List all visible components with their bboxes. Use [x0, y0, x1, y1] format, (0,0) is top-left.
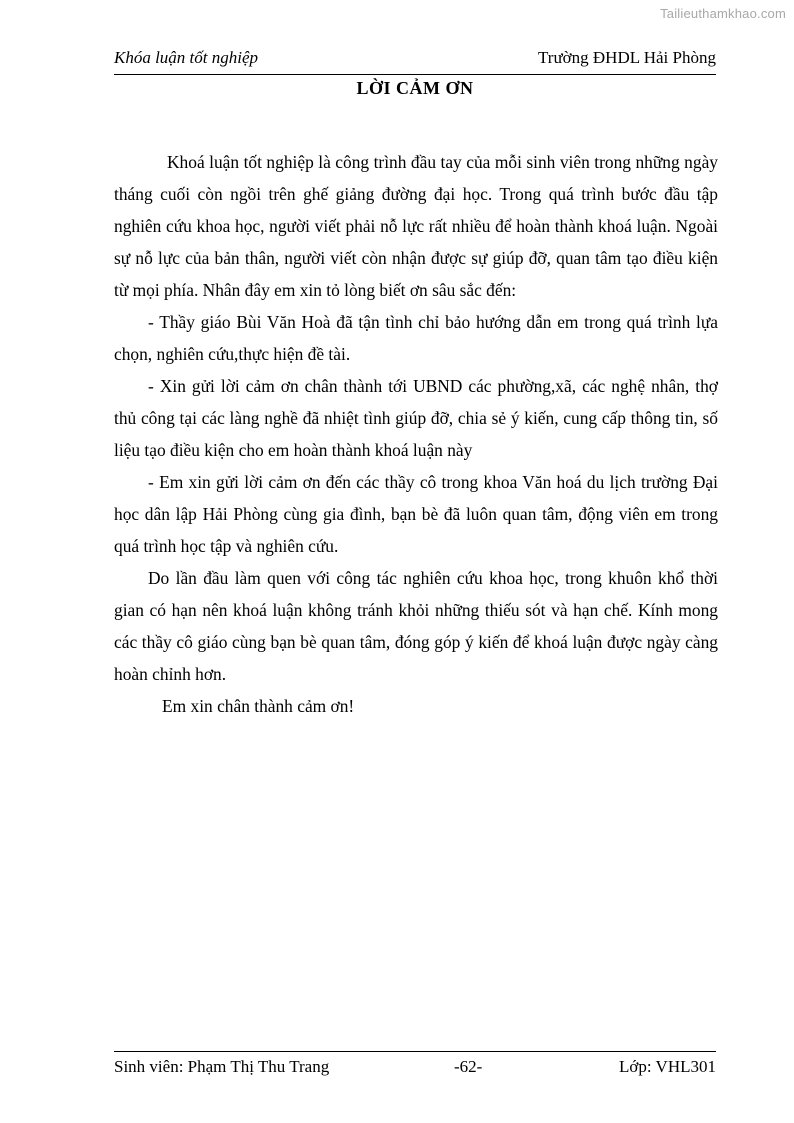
page-title: LỜI CẢM ƠN: [356, 78, 474, 98]
paragraph-closing: Em xin chân thành cảm ơn!: [162, 696, 355, 716]
document-body: [114, 146, 718, 722]
paragraph-intro: Khoá luận tốt nghiệp là công trình đầu tay của mỗi sinh viên trong những ngày tháng cuối còn ngồi trên ghế giảng đường đại học. Trong quá trình bước đầu tập nghiên cứu khoa học, người viết phải nỗ lực rất nhiều để hoàn thành khoá luận. Ngoài sự nỗ lực của bản thân, người viết còn nhận được sự giúp đỡ, quan tâm tạo điều kiện từ mọi phía. Nhân đây em xin tỏ lòng biết ơn sâu sắc đến:: [114, 152, 718, 300]
footer-page-number: -62-: [454, 1057, 483, 1076]
footer-student-name: Sinh viên: Phạm Thị Thu Trang: [114, 1057, 330, 1076]
paragraph-thanks-faculty: - Em xin gửi lời cảm ơn đến các thầy cô trong khoa Văn hoá du lịch trường Đại học dân lập Hải Phòng cùng gia đình, bạn bè đã luôn quan tâm, động viên em trong quá trình học tập và nghiên cứu.: [114, 472, 718, 556]
paragraph-thanks-advisor: - Thầy giáo Bùi Văn Hoà đã tận tình chỉ bảo hướng dẫn em trong quá trình lựa chọn, nghiên cứu,thực hiện đề tài.: [114, 312, 718, 364]
header-thesis-label: Khóa luận tốt nghiệp: [114, 48, 259, 67]
paragraph-thanks-artisans: - Xin gửi lời cảm ơn chân thành tới UBND các phường,xã, các nghệ nhân, thợ thủ công tại các làng nghề đã nhiệt tình giúp đỡ, chia sẻ ý kiến, cung cấp thông tin, số liệu tạo điều kiện cho em hoàn thành khoá luận này: [114, 376, 718, 460]
page-footer: [114, 1051, 716, 1082]
paragraph-limitations: Do lần đầu làm quen với công tác nghiên cứu khoa học, trong khuôn khổ thời gian có hạn nên khoá luận không tránh khỏi những thiếu sót và hạn chế. Kính mong các thầy cô giáo cùng bạn bè quan tâm, đóng góp ý kiến để khoá luận được ngày càng hoàn chỉnh hơn.: [114, 568, 718, 684]
header-university-label: Trường ĐHDL Hải Phòng: [538, 48, 716, 67]
footer-class-code: Lớp: VHL301: [619, 1057, 716, 1076]
page-header: [114, 48, 716, 75]
watermark-text: Tailieuthamkhao.com: [660, 6, 786, 21]
